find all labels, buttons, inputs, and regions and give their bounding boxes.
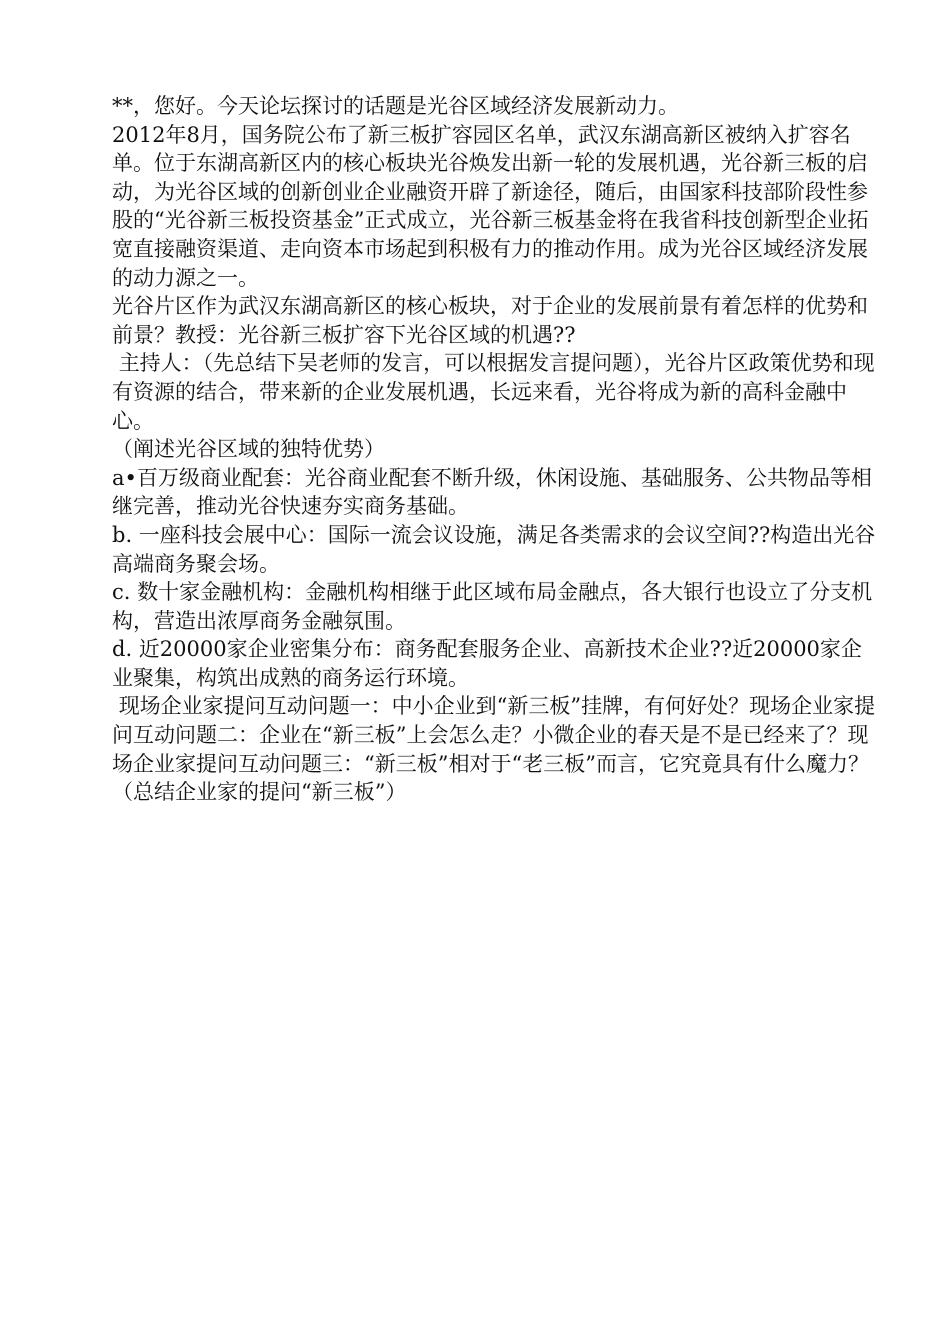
paragraph-greeting: **，您好。今天论坛探讨的话题是光谷区域经济发展新动力。 [112, 94, 679, 118]
paragraph-question: 光谷片区作为武汉东湖高新区的核心板块，对于企业的发展前景有着怎样的优势和前景？教授：光谷新三板扩容下光谷区域的机遇?? [112, 294, 868, 347]
paragraph-advantages-heading: （阐述光谷区域的独特优势） [112, 437, 385, 462]
list-item-b: b. 一座科技会展中心：国际一流会议设施，满足各类需求的会议空间??构造出光谷高端商务聚会场。 [112, 522, 876, 576]
paragraph-host-summary: 主持人：（先总结下吴老师的发言，可以根据发言提问题），光谷片区政策优势和现有资源的结合，带来新的企业发展机遇，长远来看，光谷将成为新的高科金融中心。 [112, 351, 875, 433]
paragraph-qa-summary: （总结企业家的提问“新三板”） [112, 780, 407, 805]
list-item-c: c. 数十家金融机构：金融机构相继于此区域布局金融点，各大银行也设立了分支机构，营造出浓厚商务金融氛围。 [112, 580, 873, 633]
list-item-d: d. 近20000家企业密集分布：商务配套服务企业、高新技术企业??近20000家企业聚集，构筑出成熟的商务运行环境。 [112, 637, 862, 690]
list-item-a: a•百万级商业配套：光谷商业配套不断升级，休闲设施、基础服务、公共物品等相继完善，推动光谷快速夯实商务基础。 [112, 465, 872, 519]
paragraph-background: 2012年8月，国务院公布了新三板扩容园区名单，武汉东湖高新区被纳入扩容名单。位于东湖高新区内的核心板块光谷焕发出新一轮的发展机遇，光谷新三板的启动，为光谷区域的创新创业企业融资开辟了新途径，随后，由国家科技部阶段性参股的“光谷新三板投资基金”正式成立，光谷新三板基金将在我省科技创新型企业拓宽直接融资渠道、走向资本市场起到积极有力的推动作用。成为光谷区域经济发展的动力源之一。 [112, 122, 869, 290]
paragraph-qa-questions: 现场企业家提问互动问题一：中小企业到“新三板”挂牌，有何好处？现场企业家提问互动问题二：企业在“新三板”上会怎么走？小微企业的春天是不是已经来了？现场企业家提问互动问题三：“新三板”相对于“老三板”而言，它究竟具有什么魔力？ [112, 694, 876, 776]
document-body [112, 92, 882, 807]
